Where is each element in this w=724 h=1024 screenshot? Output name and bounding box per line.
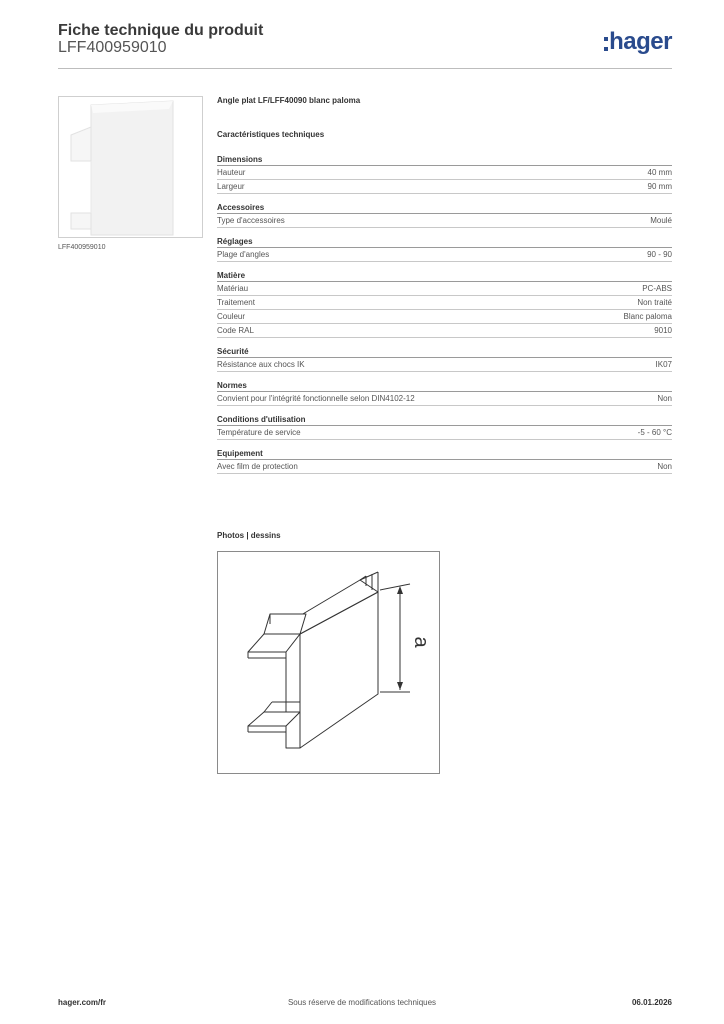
spec-section [217,154,672,194]
spec-value: 40 mm [647,168,672,177]
spec-value: IK07 [655,360,672,369]
spec-label: Hauteur [217,168,246,177]
spec-value: PC-ABS [642,284,672,293]
spec-section [217,414,672,440]
spec-row [217,324,672,338]
spec-label: Largeur [217,182,245,191]
spec-section [217,236,672,262]
spec-value: -5 - 60 °C [637,428,672,437]
spec-label: Code RAL [217,326,254,335]
footer-website[interactable]: hager.com/fr [58,998,107,1007]
spec-label: Matériau [217,284,249,293]
spec-section [217,270,672,338]
product-image-icon [59,97,202,237]
photos-heading: Photos | dessins [217,531,281,540]
spec-row [217,296,672,310]
spec-value: 90 - 90 [647,250,672,259]
spec-label: Couleur [217,312,246,321]
spec-row [217,310,672,324]
spec-value: 90 mm [647,182,672,191]
product-reference: LFF400959010 [58,39,167,56]
spec-label: Plage d'angles [217,250,270,259]
logo-text: hager [609,28,672,55]
spec-label: Avec film de protection [217,462,298,471]
spec-label: Traitement [217,298,255,307]
spec-row [217,426,672,440]
spec-row [217,392,672,406]
spec-section [217,202,672,228]
spec-section [217,346,672,372]
spec-value: Moulé [650,216,672,225]
spec-value: Non [657,394,672,403]
section-title: Réglages [217,236,672,248]
spec-value: 9010 [654,326,672,335]
tech-specs-heading: Caractéristiques techniques [217,130,325,139]
spec-sections [217,154,672,474]
product-name: Angle plat LF/LFF40090 blanc paloma [217,96,361,105]
section-title: Normes [217,380,672,392]
spec-label: Convient pour l'intégrité fonctionnelle selon DIN4102-12 [217,394,415,403]
spec-label: Température de service [217,428,301,437]
technical-drawing [217,551,440,774]
spec-row [217,358,672,372]
page-title: Fiche technique du produit [58,22,264,39]
footer-date: 06.01.2026 [631,998,672,1007]
spec-row [217,180,672,194]
spec-value: Non [657,462,672,471]
angle-drawing-icon [218,552,439,773]
spec-value: Blanc paloma [623,312,672,321]
section-title: Accessoires [217,202,672,214]
product-details [217,96,672,482]
section-title: Dimensions [217,154,672,166]
product-photo [58,96,203,238]
section-title: Matière [217,270,672,282]
spec-row [217,166,672,180]
dimension-label: a [410,636,432,648]
spec-row [217,248,672,262]
spec-section [217,380,672,406]
spec-row [217,214,672,228]
section-title: Equipement [217,448,672,460]
header-divider [58,68,672,69]
spec-label: Type d'accessoires [217,216,285,225]
hager-logo [604,27,672,57]
spec-label: Résistance aux chocs IK [217,360,305,369]
spec-row [217,282,672,296]
spec-row [217,460,672,474]
spec-section [217,448,672,474]
section-title: Sécurité [217,346,672,358]
spec-value: Non traité [637,298,672,307]
logo-colon-icon [604,37,608,51]
footer-disclaimer: Sous réserve de modifications techniques [287,998,437,1007]
section-title: Conditions d'utilisation [217,414,672,426]
photo-caption: LFF400959010 [58,244,106,251]
